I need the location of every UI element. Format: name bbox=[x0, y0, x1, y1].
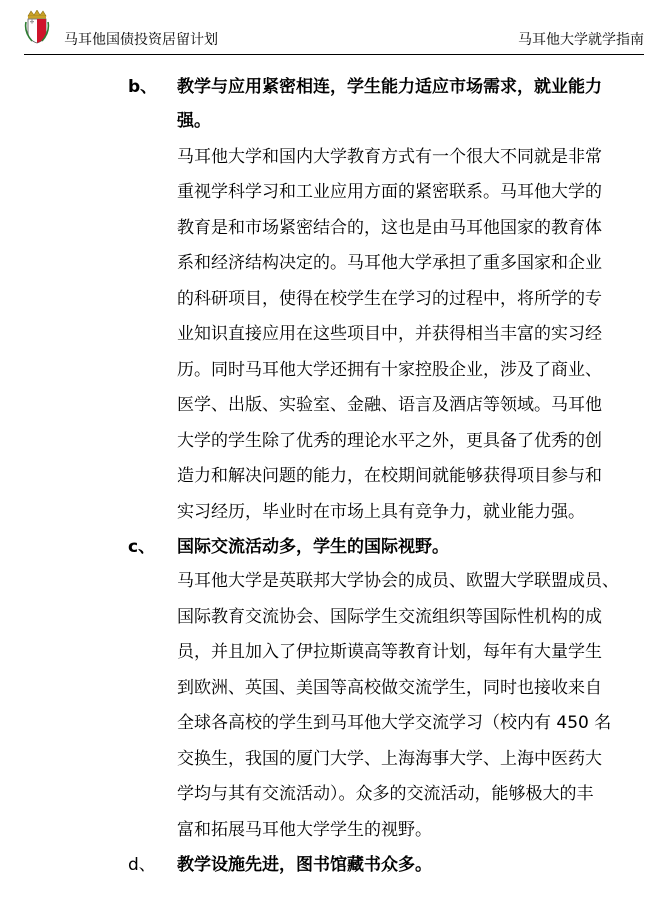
paragraph-line: 国际教育交流协会、国际学生交流组织等国际性机构的成 bbox=[177, 606, 602, 627]
section-d bbox=[0, 848, 672, 882]
paragraph-line: 医学、出版、实验室、金融、语言及酒店等领域。马耳他 bbox=[177, 395, 602, 415]
header-right-title: 马耳他大学就学指南 bbox=[518, 32, 644, 48]
paragraph-line: 员，并且加入了伊拉斯谟高等教育计划，每年有大量学生 bbox=[177, 642, 602, 662]
section-heading bbox=[0, 530, 672, 564]
section-paragraph bbox=[177, 104, 647, 530]
header-left-title: 马耳他国债投资居留计划 bbox=[64, 32, 218, 48]
section-heading-line: 教学设施先进，图书馆藏书众多。 bbox=[177, 855, 432, 875]
paragraph-line: 教育是和市场紧密结合的，这也是由马耳他国家的教育体 bbox=[177, 217, 602, 238]
document-body bbox=[0, 70, 672, 882]
paragraph-line: 造力和解决问题的能力，在校期间就能够获得项目参与和 bbox=[177, 466, 602, 486]
paragraph-line: 全球各高校的学生到马耳他大学交流学习（校内有 450 名 bbox=[177, 713, 612, 733]
malta-crest-icon bbox=[24, 10, 50, 44]
section-marker: c、 bbox=[128, 537, 156, 557]
section-heading-line: 国际交流活动多，学生的国际视野。 bbox=[177, 537, 449, 557]
paragraph-line: 交换生，我国的厦门大学、上海海事大学、上海中医药大 bbox=[177, 748, 602, 769]
paragraph-line: 马耳他大学是英联邦大学协会的成员、欧盟大学联盟成员、 bbox=[177, 571, 619, 591]
page-header bbox=[24, 10, 644, 55]
section-heading bbox=[0, 70, 672, 104]
section-marker: d、 bbox=[128, 855, 156, 875]
section-b bbox=[0, 70, 672, 530]
paragraph-line: 的科研项目，使得在校学生在学习的过程中，将所学的专 bbox=[177, 288, 602, 309]
section-marker: b、 bbox=[128, 77, 158, 97]
section-heading bbox=[0, 848, 672, 882]
section-heading-line: 教学与应用紧密相连，学生能力适应市场需求，就业能力 bbox=[177, 77, 602, 97]
section-heading-line: 强。 bbox=[177, 111, 211, 131]
paragraph-line: 马耳他大学和国内大学教育方式有一个很大不同就是非常 bbox=[177, 146, 602, 167]
paragraph-line: 学均与其有交流活动）。众多的交流活动，能够极大的丰 bbox=[177, 784, 594, 804]
paragraph-line: 业知识直接应用在这些项目中，并获得相当丰富的实习经 bbox=[177, 324, 602, 344]
section-paragraph bbox=[177, 564, 647, 848]
paragraph-line: 到欧洲、英国、美国等高校做交流学生，同时也接收来自 bbox=[177, 677, 602, 698]
paragraph-line: 重视学科学习和工业应用方面的紧密联系。马耳他大学的 bbox=[177, 182, 602, 202]
section-c bbox=[0, 530, 672, 848]
paragraph-line: 大学的学生除了优秀的理论水平之外，更具备了优秀的创 bbox=[177, 430, 602, 451]
paragraph-line: 系和经济结构决定的。马耳他大学承担了重多国家和企业 bbox=[177, 253, 602, 273]
paragraph-line: 富和拓展马耳他大学学生的视野。 bbox=[177, 819, 432, 840]
paragraph-line: 历。同时马耳他大学还拥有十家控股企业，涉及了商业、 bbox=[177, 359, 602, 380]
paragraph-line: 实习经历，毕业时在市场上具有竞争力，就业能力强。 bbox=[177, 501, 585, 522]
